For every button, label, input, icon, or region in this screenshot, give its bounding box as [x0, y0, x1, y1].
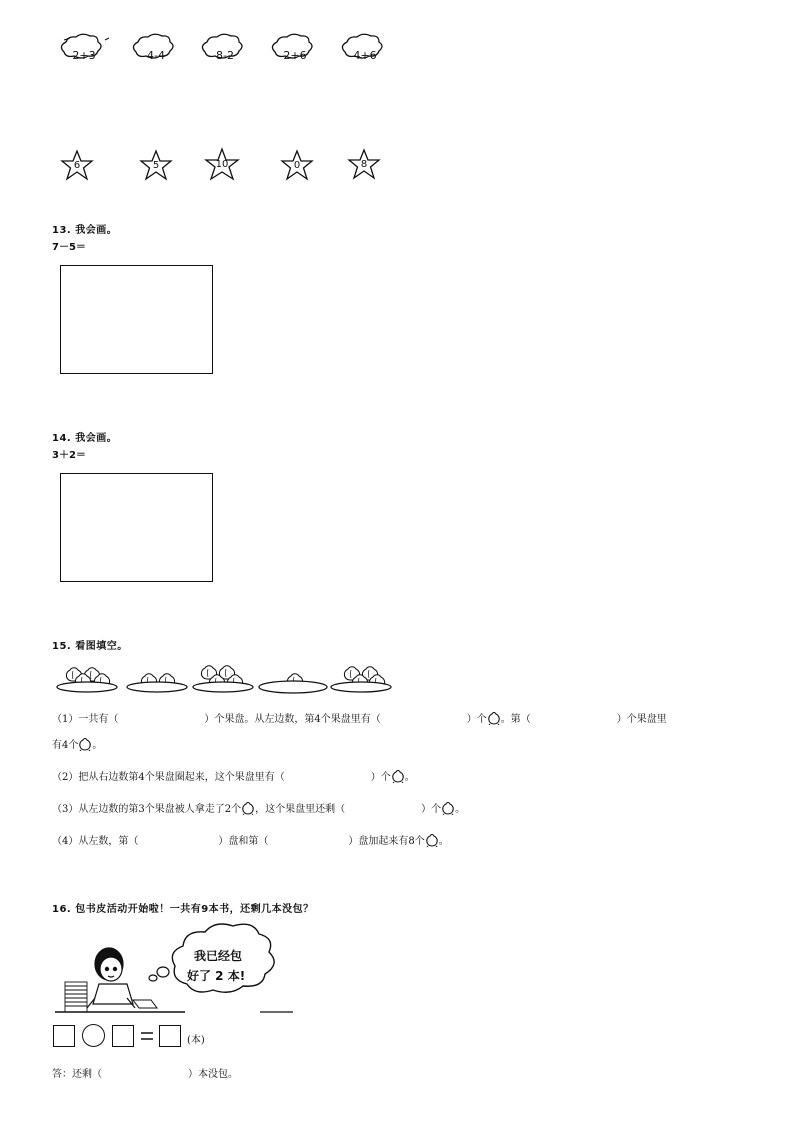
bubble-text-line-2: 好了 2 本! [187, 969, 246, 983]
plate-1 [57, 668, 117, 692]
peach-icon [425, 834, 439, 847]
q15-line-4 [52, 832, 449, 847]
q15-line-2-part-c: 。 [404, 772, 415, 783]
peach-icon [391, 770, 405, 783]
q15-line-2-part-a: （2）把从右边数第4个果盘圈起来，这个果盘里有（ [52, 772, 285, 783]
girl-wrapping-books-illustration [55, 922, 305, 1017]
girl [87, 948, 135, 1008]
book-stack [65, 982, 87, 1012]
plate-5 [331, 667, 391, 692]
q15-line-1-part-g: 。 [92, 740, 103, 751]
q14-expression: 3＋2＝ [52, 450, 86, 461]
star-label-1: 6 [73, 160, 81, 171]
cloud-label-5: 4+6 [353, 49, 377, 62]
equation-unit: (本) [187, 1035, 205, 1046]
q15-line-1 [52, 710, 667, 725]
q15-line-1-cont [52, 736, 102, 751]
q16-answer [52, 1065, 238, 1080]
star-row [0, 140, 794, 190]
cloud-label-3: 8-2 [216, 49, 234, 62]
q15-line-3-part-b: ，这个果盘里还剩（ [255, 804, 346, 815]
cloud-shapes [0, 0, 794, 80]
fruit-plates-illustration [55, 657, 395, 699]
q15-line-3-part-d: 。 [455, 804, 466, 815]
q15-line-2 [52, 768, 415, 783]
q13-drawing-box[interactable] [60, 265, 213, 374]
q16-title: 16. 包书皮活动开始啦！一共有9本书，还剩几本没包？ [52, 904, 314, 915]
plate-4 [259, 674, 327, 693]
q15-line-4-part-d: 。 [438, 836, 449, 847]
peach-icon [441, 802, 455, 815]
q15-line-1-part-e: ）个果盘里 [616, 714, 667, 725]
star-label-2: 5 [152, 160, 160, 171]
bubble-text-line-1: 我已经包 [194, 949, 243, 963]
q15-line-1-part-a: （1）一共有（ [52, 714, 119, 725]
q15-line-4-part-b: ）盘和第（ [218, 836, 269, 847]
cloud-label-1: 2+3 [72, 49, 96, 62]
q15-line-3 [52, 800, 465, 815]
equation-box-1[interactable] [53, 1025, 75, 1047]
peach-icon [241, 802, 255, 815]
cloud-label-2: 4-4 [147, 49, 165, 62]
q15-line-1-part-d: 。第（ [500, 714, 531, 725]
equation-box-2[interactable] [112, 1025, 134, 1047]
equals-sign-icon [140, 1029, 154, 1043]
q15-line-1-part-f: 有4个 [52, 740, 79, 751]
q13-title: 13. 我会画。 [52, 225, 118, 236]
peach-icon [487, 712, 501, 725]
plate-2 [127, 674, 187, 692]
q15-line-1-part-b: ）个果盘。从左边数，第4个果盘里有（ [204, 714, 381, 725]
star-label-3: 10 [215, 159, 229, 170]
equation-operator-circle[interactable] [82, 1024, 105, 1047]
q15-line-1-part-c: ）个 [466, 714, 487, 725]
q15-line-3-part-a: （3）从左边数的第3个果盘被人拿走了2个 [52, 804, 242, 815]
q15-line-4-part-a: （4）从左数，第（ [52, 836, 139, 847]
q15-line-3-part-c: ）个 [421, 804, 442, 815]
star-label-4: 0 [293, 160, 301, 171]
cloud-row [0, 0, 794, 80]
star-label-5: 8 [360, 159, 368, 170]
q16-answer-part-b: ）本没包。 [188, 1069, 238, 1080]
cloud-label-4: 2+6 [283, 49, 307, 62]
equation-result-box[interactable] [159, 1025, 181, 1047]
plate-3 [193, 666, 253, 692]
q14-drawing-box[interactable] [60, 473, 213, 582]
q15-title: 15. 看图填空。 [52, 641, 128, 652]
q15-line-4-part-c: ）盘加起来有8个 [348, 836, 425, 847]
q14-title: 14. 我会画。 [52, 433, 118, 444]
q15-line-2-part-b: ）个 [370, 772, 391, 783]
peach-icon [78, 738, 92, 751]
q16-answer-part-a: 答：还剩（ [52, 1069, 102, 1080]
q13-expression: 7－5＝ [52, 242, 86, 253]
